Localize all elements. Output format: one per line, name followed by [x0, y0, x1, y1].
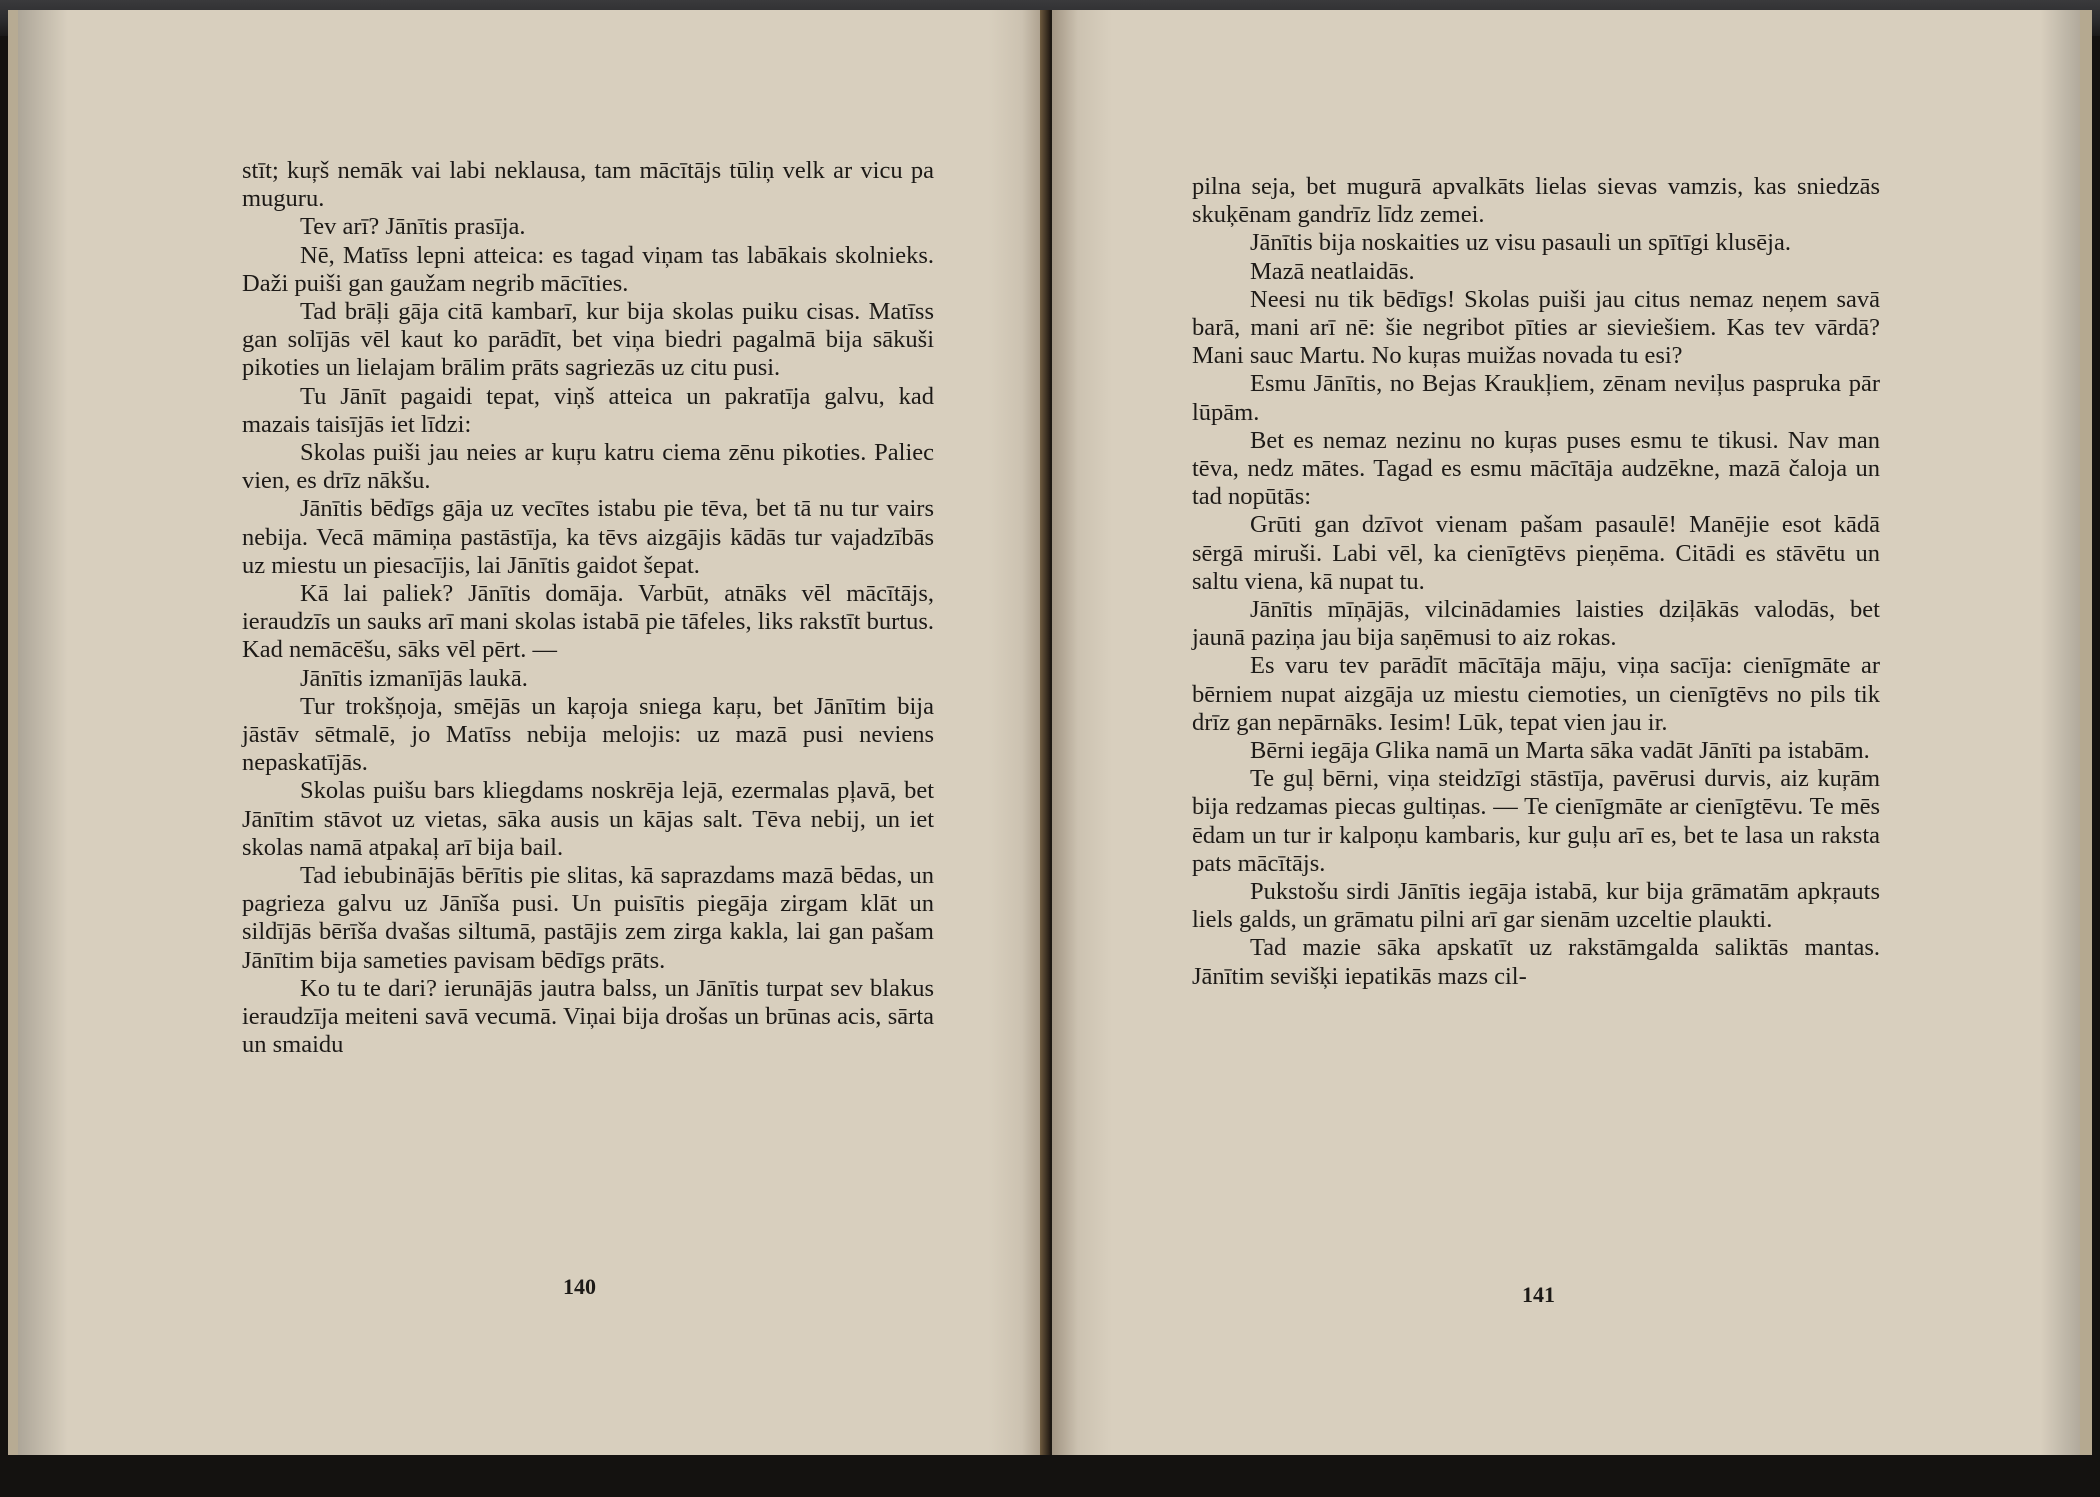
page-number: 140	[563, 1274, 596, 1299]
paragraph: Ko tu te dari? ierunājās jautra balss, un Jānītis turpat sev blakus ieraudzīja meiteni savā vecumā. Viņai bija drošas un brūnas acis, sārta un smaidu	[242, 974, 934, 1059]
paragraph: Grūti gan dzīvot vienam pašam pasaulē! Manējie esot kādā sērgā miruši. Labi vēl, ka cienīgtēvs pieņēma. Citādi es stāvētu un saltu viena, kā nupat tu.	[1192, 511, 1880, 595]
paragraph: Tad brāļi gāja citā kambarī, kur bija skolas puiku cisas. Matīss gan solījās vēl kaut ko parādīt, bet viņa biedri pagalmā bija sākuši pikoties un lielajam brālim prāts sagriezās uz citu pusi.	[242, 298, 934, 382]
paragraph: Tev arī? Jānītis prasīja.	[300, 213, 526, 241]
paragraph: Bērni iegāja Glika namā un Marta sāka vadāt Jānīti pa istabām.	[1250, 737, 1870, 765]
paragraph: Tu Jānīt pagaidi tepat, viņš atteica un pakratīja galvu, kad mazais taisījās iet līdzi:	[242, 382, 934, 438]
paragraph: Nē, Matīss lepni atteica: es tagad viņam tas labākais skolnieks. Daži puiši gan gaužam negrib mācīties.	[242, 241, 934, 297]
left-page-text	[242, 157, 934, 1060]
paragraph: Te guļ bērni, viņa steidzīgi stāstīja, pavērusi durvis, aiz kuŗām bija redzamas piecas gultiņas. — Te cienīgmāte ar cienīgtēvu. Te mēs ēdam un tur ir kalpoņu kambaris, kur guļu arī es, bet te lasa un raksta pats mācītājs.	[1192, 765, 1880, 877]
paragraph: stīt; kuŗš nemāk vai labi neklausa, tam mācītājs tūliņ velk ar vicu pa muguru.	[242, 157, 934, 213]
paragraph: Tad mazie sāka apskatīt uz rakstāmgalda saliktās mantas. Jānītim sevišķi iepatikās mazs cil-	[1192, 934, 1880, 990]
paragraph: Es varu tev parādīt mācītāja māju, viņa sacīja: cienīgmāte ar bērniem nupat aizgāja uz miestu ciemoties, un cienīgtēvs no pils tik drīz gan nepārnāks. Iesim! Lūk, tepat vien jau ir.	[1192, 652, 1880, 736]
paragraph: Skolas puiši jau neies ar kuŗu katru ciema zēnu pikoties. Paliec vien, es drīz nākšu.	[242, 439, 934, 495]
paragraph: Kā lai paliek? Jānītis domāja. Varbūt, atnāks vēl mācītājs, ieraudzīs un sauks arī mani skolas istabā pie tāfeles, liks rakstīt burtus. Kad nemācēšu, sāks vēl pērt. —	[242, 580, 934, 664]
paragraph: Pukstošu sirdi Jānītis iegāja istabā, kur bija grāmatām apkŗauts liels galds, un grāmatu pilni arī gar sienām uzceltie plaukti.	[1192, 878, 1880, 934]
paragraph: Tur trokšņoja, smējās un kaŗoja sniega kaŗu, bet Jānītim bija jāstāv sētmalē, jo Matīss nebija melojis: uz mazā pusi neviens nepaskatījās.	[242, 692, 934, 777]
page-number: 141	[1522, 1282, 1555, 1307]
right-page	[1052, 10, 2092, 1455]
paragraph: Esmu Jānītis, no Bejas Kraukļiem, zēnam neviļus paspruka pār lūpām.	[1192, 370, 1880, 426]
paragraph: Mazā neatlaidās.	[1250, 257, 1415, 285]
paragraph: Jānītis bēdīgs gāja uz vecītes istabu pie tēva, bet tā nu tur vairs nebija. Vecā māmiņa pastāstīja, ka tēvs aizgājis kādās tur vajadzībās uz miestu un piesacījis, lai Jānītis gaidot šepat.	[242, 495, 934, 579]
paragraph: Skolas puišu bars kliegdams noskrēja lejā, ezermalas pļavā, bet Jānītim stāvot uz vietas, sāka ausis un kājas salt. Tēva nebij, un iet skolas namā atpakaļ arī bija bail.	[242, 777, 934, 861]
paragraph: Neesi nu tik bēdīgs! Skolas puiši jau citus nemaz neņem savā barā, mani arī nē: šie negribot pīties ar sieviešiem. Kas tev vārdā? Mani sauc Martu. No kuŗas muižas novada tu esi?	[1192, 285, 1880, 370]
right-page-text	[1192, 173, 1880, 991]
open-book	[0, 10, 2100, 1455]
paragraph: Jānītis mīņājās, vilcinādamies laisties dziļākās valodās, bet jaunā paziņa jau bija saņēmusi to aiz rokas.	[1192, 596, 1880, 652]
left-page	[8, 10, 1048, 1455]
paragraph: Tad iebubinājās bērītis pie slitas, kā saprazdams mazā bēdas, un pagrieza galvu uz Jānīša pusi. Un puisītis piegāja zirgam klāt un sildījās bērīša dvašas siltumā, pastājis zem zirga kakla, lai gan pašam Jānītim bija sameties pavisam bēdīgs prāts.	[242, 862, 934, 974]
paragraph: pilna seja, bet mugurā apvalkāts lielas sievas vamzis, kas sniedzās skuķēnam gandrīz līdz zemei.	[1192, 173, 1880, 229]
paragraph: Jānītis bija noskaities uz visu pasauli un spītīgi klusēja.	[1250, 229, 1791, 257]
paragraph: Jānītis izmanījās laukā.	[300, 664, 528, 692]
paragraph: Bet es nemaz nezinu no kuŗas puses esmu te tikusi. Nav man tēva, nedz mātes. Tagad es esmu mācītāja audzēkne, mazā čaloja un tad nopūtās:	[1192, 426, 1880, 511]
